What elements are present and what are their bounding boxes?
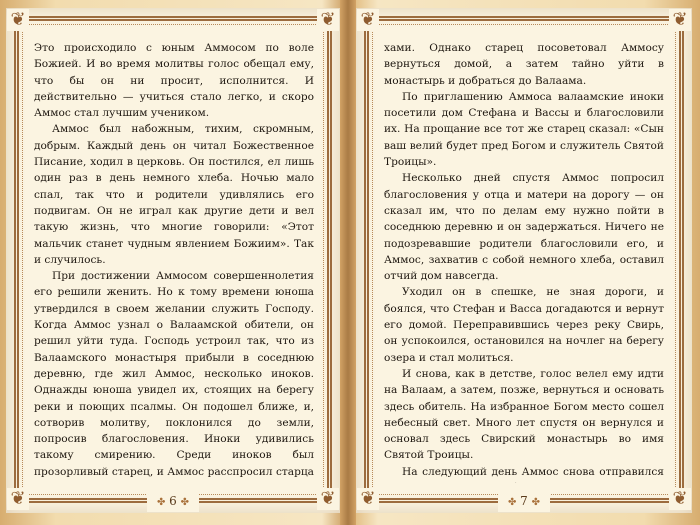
corner-ornament-icon: ❦ [669,9,691,31]
paragraph: Это происходило с юным Аммосом по воле Божией. И во время молитвы голос обещал ему, что бы он ни просит, исполнится. И действительно — учиться стало легко, и скоро Аммос стал лучшим учеником. [34,42,314,120]
corner-ornament-icon: ❦ [317,9,339,31]
right-page [356,8,692,513]
corner-ornament-icon: ❦ [669,488,691,510]
page-number-right: ✤ 7 ✤ [498,490,550,512]
ornament-icon: ✤ [156,497,166,508]
paragraph: И снова, как в детстве, голос велел ему идти на Валаам, а затем, позже, вернуться и основать здесь обитель. На избранное Богом место сошел небесный свет. Много лет спустя он вернулся и основал здесь Свирский монастырь во имя Святой Троицы. [384,367,664,462]
paragraph: Уходил он в спешке, не зная дороги, и боялся, что Стефан и Васса догадаются и вернут его домой. Переправившись через реку Свирь, он успокоился, остановился на ночлег на берегу озера и стал молиться. [384,286,664,364]
left-page [6,8,340,513]
paragraph: По приглашению Аммоса валаамские иноки посетили дом Стефана и Вассы и благословили их. На прощание все тот же старец сказал: «Сын ваш велий будет пред Богом и служитель Святой Троицы». [384,90,664,169]
corner-ornament-icon: ❦ [7,9,29,31]
page-number-left: ✤ 6 ✤ [147,490,199,512]
paragraph: При достижении Аммосом совершеннолетия его решили женить. Но к тому времени юноша утвердился в своем желании служить Господу. Когда Аммос узнал о Валаамской обители, он решил уйти туда. Господь устроил так, что из Валаамского монастыря прибыли в соседнюю деревню, где жил Аммос, несколько иноков. Однажды юноша увидел их, стоящих на берегу реки и поющих псалмы. Он подошел ближе, и, сотворив молитву, поклонился до земли, попросив благословения. Иноки удивились такому смирению. Среди иноков был прозорливый старец, и Аммос расспросил старца [34,270,314,478]
right-page-text [384,40,664,483]
paragraph: Аммос был набожным, тихим, скромным, добрым. Каждый день он читал Божественное Писание, ходил в церковь. Он постился, ел лишь один раз в день немного хлеба. Ночью мало спал, так что и родители удивлялись его подвигам. Он не играл как другие дети и вел такую жизнь, что многие говорили: «Этот мальчик станет чудным явлением Божиим». Так и случилось. [34,123,314,266]
corner-ornament-icon: ❦ [7,488,29,510]
ornament-icon: ✤ [180,497,190,508]
paragraph: Несколько дней спустя Аммос попросил благословения у отца и матери на дорогу — он сказал им, что по делам ему нужно пойти в соседнюю деревню и он задержаться. Ничего не подозревавшие родители благословили его, и Аммос, захватив с собой немного хлеба, оставил отчий дом навсегда. [384,172,664,283]
ornament-icon: ✤ [531,497,541,508]
left-page-text [34,40,314,483]
corner-ornament-icon: ❦ [357,9,379,31]
ornament-icon: ✤ [507,497,517,508]
paragraph: хами. Однако старец посоветовал Аммосу вернуться домой, а затем тайно уйти в монастырь и добраться до Валаама. [384,42,664,87]
paragraph: На следующий день Аммос снова отправился [402,465,664,478]
corner-ornament-icon: ❦ [317,488,339,510]
corner-ornament-icon: ❦ [357,488,379,510]
book-gutter [340,0,356,525]
